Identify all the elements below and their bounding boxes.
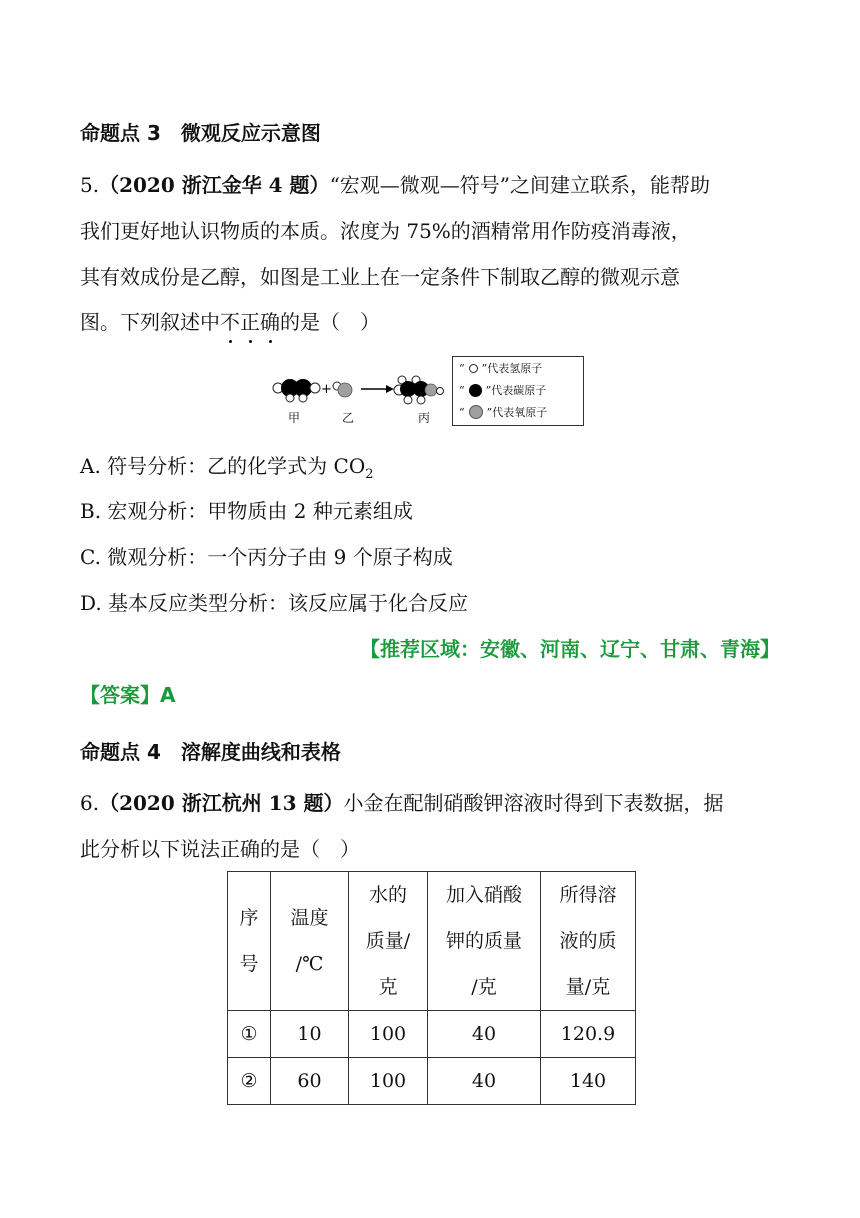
answer-value: A: [160, 683, 176, 707]
q6-number: 6.: [80, 791, 100, 815]
table-header-row: [228, 872, 636, 1011]
molecule-yi: [333, 382, 352, 397]
label-jia: 甲: [288, 411, 301, 425]
q6-line-1: [80, 790, 723, 816]
q5-option-b: B. 宏观分析：甲物质由 2 种元素组成: [80, 499, 413, 523]
table-cell: ②: [228, 1058, 271, 1105]
molecule-jia: [273, 379, 320, 402]
table-cell: 100: [349, 1011, 428, 1058]
legend-hydrogen: “ ”代表氢原子: [459, 361, 543, 375]
plus-sign: +: [321, 382, 332, 397]
legend-oxygen: “ ”代表氧原子: [459, 405, 548, 419]
q5-line-2: 我们更好地认识物质的本质。浓度为 75%的酒精常用作防疫消毒液，: [80, 219, 691, 243]
arrow-icon: [361, 385, 394, 393]
header-cell: 所得溶 液的质 量/克: [541, 872, 636, 1011]
table-row: [228, 1058, 636, 1105]
q5-line-3: 其有效成份是乙醇，如图是工业上在一定条件下制取乙醇的微观示意: [80, 265, 680, 289]
emphasis-char: 确: [260, 310, 280, 334]
hydrogen-atom-icon: [469, 364, 478, 373]
header-cell: 水的 质量/ 克: [349, 872, 428, 1011]
q5-line1-text: “宏观—微观—符号”之间建立联系，能帮助: [329, 173, 711, 197]
section-4-title: 命题点 4 溶解度曲线和表格: [80, 740, 341, 764]
header-cell: 温度 /℃: [271, 872, 349, 1011]
emphasis-char: 正: [240, 310, 260, 334]
table-cell: 40: [428, 1058, 541, 1105]
q5-option-a: A. 符号分析：乙的化学式为 $CO_2$: [80, 454, 374, 482]
data-table: [227, 871, 636, 1105]
section-3-title: 命题点 3 微观反应示意图: [80, 121, 321, 145]
q5-option-d: D. 基本反应类型分析：该反应属于化合反应: [80, 591, 469, 615]
header-cell: 加入硝酸 钾的质量 /克: [428, 872, 541, 1011]
header-cell: 序 号: [228, 872, 271, 1011]
answer-line: 【答案】A: [80, 683, 176, 707]
oxygen-atom-icon: [469, 405, 483, 419]
table-cell: 40: [428, 1011, 541, 1058]
q5-number: 5.: [80, 173, 100, 197]
carbon-atom-icon: [469, 384, 482, 397]
molecule-bing: [394, 376, 444, 404]
table-cell: 100: [349, 1058, 428, 1105]
q6-source: （2020 浙江杭州 13 题）: [99, 791, 344, 815]
q5-source: （2020 浙江金华 4 题）: [99, 173, 330, 197]
label-yi: 乙: [342, 411, 355, 425]
table-cell: 120.9: [541, 1011, 636, 1058]
diagram-legend: [452, 356, 584, 426]
label-bing: 丙: [418, 411, 431, 425]
legend-carbon: “ ”代表碳原子: [459, 383, 547, 397]
table-cell: 60: [271, 1058, 349, 1105]
q5-option-c: C. 微观分析：一个丙分子由 9 个原子构成: [80, 545, 453, 569]
table-cell: 10: [271, 1011, 349, 1058]
q5-line4-a: 图。下列叙述中: [80, 310, 220, 334]
recommended-region: 【推荐区域：安徽、河南、辽宁、甘肃、青海】: [360, 637, 780, 661]
q6-line1-text: 小金在配制硝酸钾溶液时得到下表数据，据: [343, 791, 724, 815]
emphasis-char: 不: [220, 310, 240, 334]
table-row: [228, 1011, 636, 1058]
q6-line-2: 此分析以下说法正确的是（ ）: [80, 837, 360, 861]
table-cell: ①: [228, 1011, 271, 1058]
q5-line-1: [80, 172, 710, 198]
table-cell: 140: [541, 1058, 636, 1105]
q5-line4-b: 的是（ ）: [280, 310, 380, 334]
q5-line-4: [80, 309, 380, 335]
